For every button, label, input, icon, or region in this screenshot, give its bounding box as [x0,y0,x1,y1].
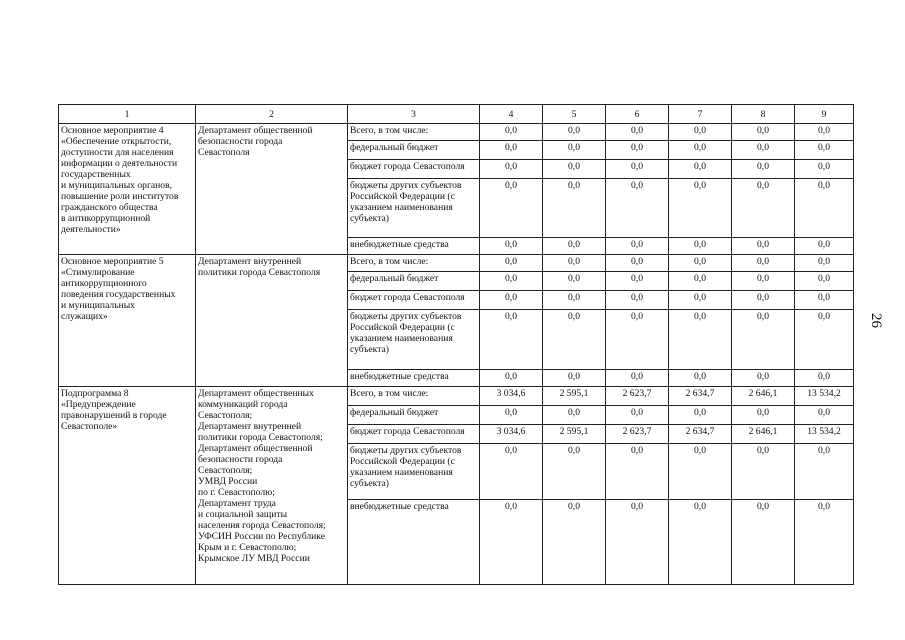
value-cell: 0,0 [480,444,543,500]
column-number: 9 [795,105,854,124]
value-cell: 0,0 [606,141,669,160]
page-number: 26 [868,313,884,328]
value-cell: 13 534,2 [795,387,854,406]
value-cell: 0,0 [669,160,732,179]
value-cell: 0,0 [795,310,854,370]
value-cell: 0,0 [480,124,543,141]
table-row [59,124,854,141]
value-cell: 3 034,6 [480,387,543,406]
value-cell: 0,0 [543,444,606,500]
value-cell: 2 646,1 [732,425,795,444]
executor-cell: Департамент общественных коммуникаций города Севастополя; Департамент внутренней политики города Севастополя; Департамент общественной безопасности города Севастополя; УМВД России по г. Севастополю; Департамент труда и социальной защиты населения города Севастополя; УФСИН России по Республике Крым и г. Севастополю; Крымское ЛУ МВД России [196,387,348,585]
column-number-row [59,105,854,124]
column-number: 4 [480,105,543,124]
value-cell: 0,0 [480,160,543,179]
column-number: 2 [196,105,348,124]
column-number: 7 [669,105,732,124]
value-cell: 0,0 [669,444,732,500]
value-cell: 0,0 [669,272,732,291]
funding-source-cell: бюджеты других субъектов Российской Федерации (с указанием наименования субъекта) [348,444,480,500]
value-cell: 0,0 [543,291,606,310]
value-cell: 0,0 [669,179,732,238]
value-cell: 0,0 [480,291,543,310]
value-cell: 2 623,7 [606,387,669,406]
funding-source-cell: бюджет города Севастополя [348,160,480,179]
table-row [59,255,854,272]
funding-source-cell: федеральный бюджет [348,406,480,425]
value-cell: 2 634,7 [669,387,732,406]
value-cell: 0,0 [606,370,669,387]
value-cell: 2 646,1 [732,387,795,406]
funding-source-cell: бюджет города Севастополя [348,291,480,310]
value-cell: 0,0 [732,160,795,179]
value-cell: 0,0 [669,291,732,310]
value-cell: 0,0 [795,370,854,387]
funding-source-cell: Всего, в том числе: [348,124,480,141]
funding-source-cell: бюджеты других субъектов Российской Федерации (с указанием наименования субъекта) [348,179,480,238]
value-cell: 0,0 [606,500,669,585]
value-cell: 2 623,7 [606,425,669,444]
value-cell: 0,0 [669,124,732,141]
executor-cell: Департамент внутренней политики города Севастополя [196,255,348,387]
value-cell: 0,0 [732,179,795,238]
value-cell: 0,0 [543,124,606,141]
value-cell: 0,0 [606,255,669,272]
value-cell: 0,0 [732,406,795,425]
value-cell: 0,0 [543,179,606,238]
value-cell: 0,0 [606,310,669,370]
value-cell: 0,0 [669,500,732,585]
value-cell: 0,0 [606,238,669,255]
funding-source-cell: Всего, в том числе: [348,387,480,406]
value-cell: 0,0 [795,406,854,425]
table-row [59,387,854,406]
value-cell: 0,0 [795,141,854,160]
value-cell: 0,0 [480,370,543,387]
value-cell: 0,0 [480,238,543,255]
value-cell: 0,0 [795,500,854,585]
value-cell: 0,0 [480,141,543,160]
value-cell: 0,0 [732,370,795,387]
funding-source-cell: внебюджетные средства [348,500,480,585]
value-cell: 0,0 [732,444,795,500]
funding-source-cell: Всего, в том числе: [348,255,480,272]
value-cell: 2 595,1 [543,387,606,406]
column-number: 5 [543,105,606,124]
value-cell: 0,0 [543,370,606,387]
value-cell: 0,0 [606,124,669,141]
value-cell: 0,0 [606,160,669,179]
value-cell: 2 595,1 [543,425,606,444]
event-name-cell: Основное мероприятие 4 «Обеспечение открытости, доступности для населения информации о деятельности государственных и муниципальных органов, повышение роли институтов гражданского общества в антикоррупционной деятельности» [59,124,196,255]
value-cell: 0,0 [480,500,543,585]
value-cell: 0,0 [480,272,543,291]
value-cell: 0,0 [795,179,854,238]
funding-source-cell: бюджеты других субъектов Российской Федерации (с указанием наименования субъекта) [348,310,480,370]
executor-cell: Департамент общественной безопасности города Севастополя [196,124,348,255]
value-cell: 0,0 [732,500,795,585]
value-cell: 0,0 [480,310,543,370]
column-number: 6 [606,105,669,124]
budget-table [58,104,854,585]
column-number: 3 [348,105,480,124]
value-cell: 0,0 [795,291,854,310]
value-cell: 0,0 [732,124,795,141]
value-cell: 0,0 [480,406,543,425]
value-cell: 0,0 [669,310,732,370]
column-number: 8 [732,105,795,124]
value-cell: 0,0 [732,310,795,370]
funding-source-cell: внебюджетные средства [348,370,480,387]
value-cell: 0,0 [606,272,669,291]
value-cell: 13 534,2 [795,425,854,444]
value-cell: 2 634,7 [669,425,732,444]
value-cell: 0,0 [606,291,669,310]
event-name-cell: Подпрограмма 8 «Предупреждение правонарушений в городе Севастополе» [59,387,196,585]
value-cell: 0,0 [543,310,606,370]
value-cell: 0,0 [543,272,606,291]
value-cell: 0,0 [606,406,669,425]
value-cell: 0,0 [795,272,854,291]
value-cell: 0,0 [732,255,795,272]
value-cell: 0,0 [669,406,732,425]
funding-source-cell: федеральный бюджет [348,141,480,160]
value-cell: 0,0 [480,255,543,272]
value-cell: 0,0 [669,141,732,160]
value-cell: 3 034,6 [480,425,543,444]
funding-source-cell: внебюджетные средства [348,238,480,255]
event-name-cell: Основное мероприятие 5 «Стимулирование антикоррупционного поведения государственных и муниципальных служащих» [59,255,196,387]
value-cell: 0,0 [732,238,795,255]
value-cell: 0,0 [606,444,669,500]
value-cell: 0,0 [732,291,795,310]
value-cell: 0,0 [543,160,606,179]
funding-source-cell: федеральный бюджет [348,272,480,291]
value-cell: 0,0 [543,255,606,272]
value-cell: 0,0 [543,141,606,160]
value-cell: 0,0 [543,500,606,585]
value-cell: 0,0 [543,238,606,255]
value-cell: 0,0 [795,124,854,141]
value-cell: 0,0 [795,255,854,272]
funding-source-cell: бюджет города Севастополя [348,425,480,444]
value-cell: 0,0 [669,370,732,387]
value-cell: 0,0 [795,444,854,500]
value-cell: 0,0 [795,160,854,179]
value-cell: 0,0 [732,141,795,160]
column-number: 1 [59,105,196,124]
table-body [59,124,854,585]
value-cell: 0,0 [480,179,543,238]
value-cell: 0,0 [669,255,732,272]
value-cell: 0,0 [543,406,606,425]
value-cell: 0,0 [669,238,732,255]
value-cell: 0,0 [606,179,669,238]
value-cell: 0,0 [795,238,854,255]
value-cell: 0,0 [732,272,795,291]
